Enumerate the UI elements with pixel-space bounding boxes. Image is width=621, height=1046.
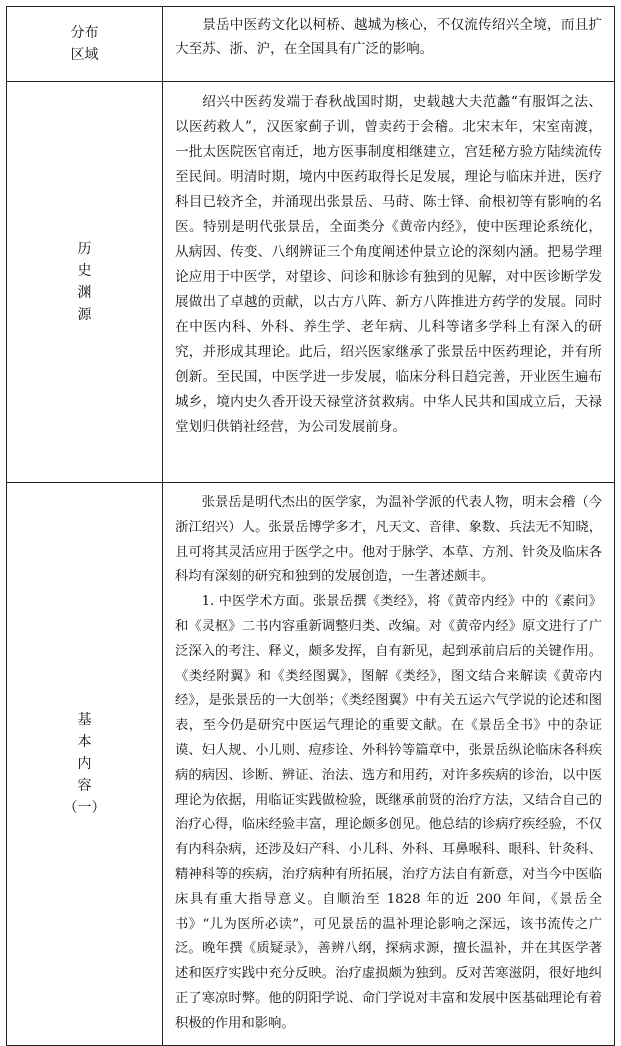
paragraph: 景岳中医药文化以柯桥、越城为核心，不仅流传绍兴全境，而且扩大至苏、浙、沪，在全国具有广泛的影响。 xyxy=(175,17,602,57)
content-history xyxy=(163,82,615,483)
row-distribution xyxy=(7,7,615,82)
content-distribution xyxy=(163,7,615,82)
content-basic xyxy=(163,483,615,1046)
paragraph: 张景岳是明代杰出的医学家，为温补学派的代表人物，明末会稽（今浙江绍兴）人。张景岳博学多才，凡天文、音律、象数、兵法无不知晓，且可将其灵活应用于医学之中。他对于脉学、本草、方剂、针灸及临床各科均有深刻的研究和独到的发展创造，一生著述颇丰。 xyxy=(175,495,602,585)
label-line: 内 xyxy=(77,755,92,772)
label-basic-content xyxy=(7,483,163,1046)
paragraph: 1. 中医学术方面。张景岳撰《类经》，将《黄帝内经》中的《素问》和《灵枢》二书内容重新调整归类、改编。对《黄帝内经》原文进行了广泛深入的考注、释义，颇多发挥，自有新见，起到承前启后的关键作用。《类经附翼》和《类经图翼》，图解《类经》，图文结合来解读《黄帝内经》，是张景岳的一大创举；《类经图翼》中有关五运六气学说的论述和图表，至今仍是研究中医运气理论的重要文献。在《景岳全书》中的杂证谟、妇人规、小儿则、痘疹诠、外科钤等篇章中，张景岳纵论临床各科疾病的病因、诊断、辨证、治法、选方和用药，对许多疾病的诊治，以中医理论为依据，用临证实践做检验，既继承前贤的治疗方法，又结合自己的治疗心得，临床经验丰富，理论颇多创见。他总结的诊病疗疾经验，不仅有内科杂病，还涉及妇产科、小儿科、外科、耳鼻喉科、眼科、针灸科、精神科等的疾病，治疗病种有所拓展，治疗方法自有新意，对当今中医临床具有重大指导意义。自顺治至 1828 年的近 200 年间，《景岳全书》“儿为医所必读”，可见景岳的温补理论影响之深远，该书流传之广泛。晚年撰《质疑录》，善辨八纲，探病求源，擅长温补，并在其医学著述和医疗实践中充分反映。治疗虚损颇为独到。反对苦寒滋阴，很好地纠正了寒凉时弊。他的阴阳学说、命门学说对丰富和发展中医基础理论有着积极的作用和影响。 xyxy=(175,594,602,1031)
label-line: 区域 xyxy=(70,47,99,63)
row-basic-content xyxy=(7,483,615,1046)
label-line: 本 xyxy=(77,733,92,750)
paragraph: 绍兴中医药发端于春秋战国时期，史载越大夫范蠡“有服饵之法、以医药救人”，汉医家蓟子训，曾卖药于会稽。北宋末年，宋室南渡，一批太医院医官南迁，地方医事制度相继建立，宫廷秘方验方陆续流传至民间。明清时期，境内中医药取得长足发展，理论与临床并进，医疗科目已较齐全，并涌现出张景岳、马莳、陈士铎、俞根初等有影响的名医。特别是明代张景岳，全面类分《黄帝内经》，使中医理论系统化，从病因、传变、八纲辨证三个角度阐述仲景立论的深刻内涵。把易学理论应用于中医学，对望诊、问诊和脉诊有独到的见解，对中医诊断学发展做出了卓越的贡献，以古方八阵、新方八阵推进方药学的发展。同时在中医内科、外科、养生学、老年病、儿科等诸多学科上有深入的研究，并形成其理论。此后，绍兴医家继承了张景岳中医药理论，并有所创新。至民国，中医学进一步发展，临床分科日趋完善，开业医生遍布城乡，境内史久香开设天禄堂济贫救病。中华人民共和国成立后，天禄堂划归供销社经营，为公司发展前身。 xyxy=(175,94,602,435)
label-history xyxy=(7,82,163,483)
label-line: 历 xyxy=(77,241,92,257)
label-line: 基 xyxy=(77,711,92,728)
row-history xyxy=(7,82,615,483)
label-line: 容 xyxy=(77,777,92,794)
label-line: 史 xyxy=(77,263,92,279)
label-line: （一） xyxy=(63,799,106,816)
label-line: 分布 xyxy=(70,25,99,41)
label-distribution xyxy=(7,7,163,82)
label-line: 源 xyxy=(77,307,92,323)
label-line: 渊 xyxy=(77,285,92,301)
heritage-info-table xyxy=(6,6,615,1046)
